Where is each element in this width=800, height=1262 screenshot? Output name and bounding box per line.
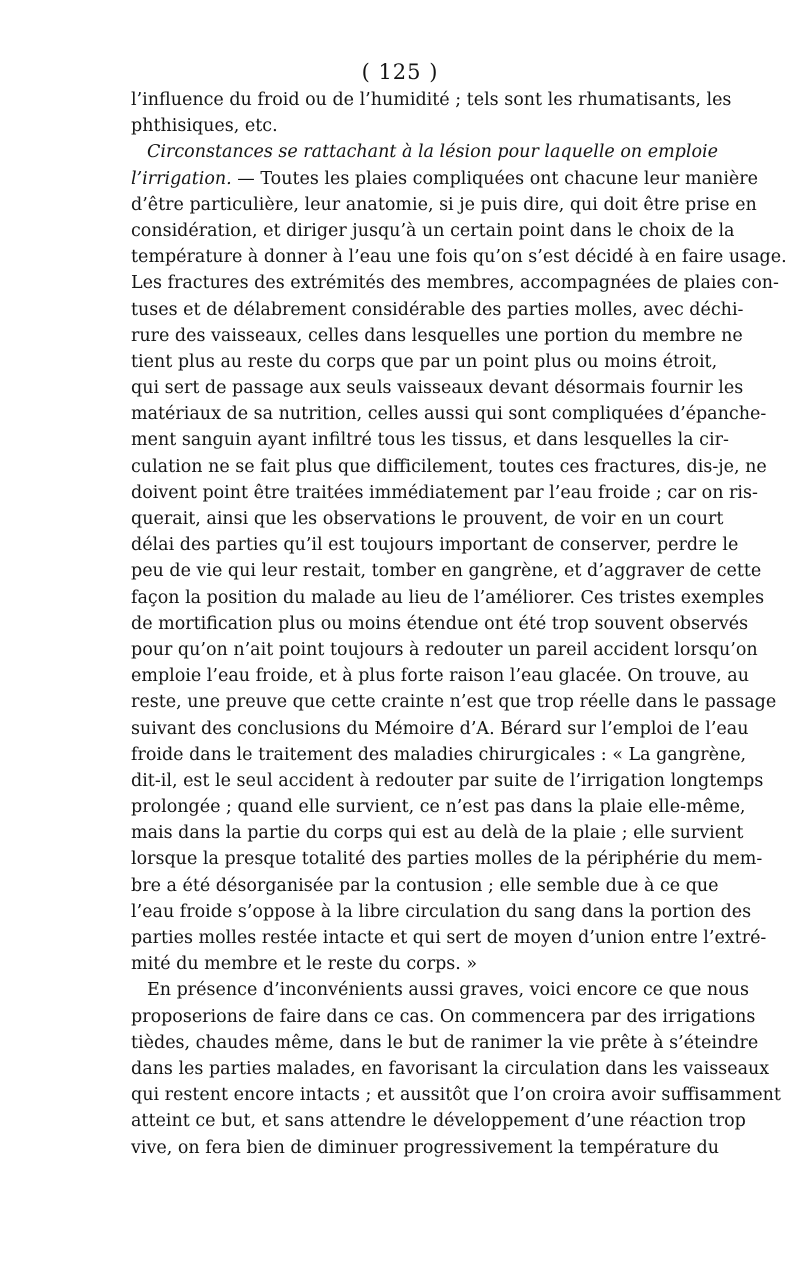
- text-run: température à donner à l’eau une fois qu’on s’est décidé à en faire usage.: [131, 247, 787, 268]
- text-run: pour qu’on n’ait point toujours à redouter un pareil accident lorsqu’on: [131, 639, 758, 660]
- text-line: [131, 139, 718, 165]
- text-run: Circonstances se rattachant à la lésion pour laquelle on emploie: [147, 142, 718, 163]
- text-line: [131, 244, 787, 270]
- text-run: de mortification plus ou moins étendue ont été trop souvent observés: [131, 613, 749, 634]
- text-line: [131, 218, 735, 244]
- text-line: [131, 1082, 781, 1108]
- text-run: reste, une preuve que cette crainte n’est que trop réelle dans le passage: [131, 692, 777, 713]
- text-run: mité du membre et le reste du corps. »: [131, 954, 478, 975]
- text-run: emploie l’eau froide, et à plus forte raison l’eau glacée. On trouve, au: [131, 666, 749, 687]
- text-line: [131, 401, 767, 427]
- text-run: peu de vie qui leur restait, tomber en gangrène, et d’aggraver de cette: [131, 561, 762, 582]
- text-run: suivant des conclusions du Mémoire d’A. Bérard sur l’emploi de l’eau: [131, 718, 749, 739]
- text-run: En présence d’inconvénients aussi graves, voici encore ce que nous: [147, 980, 749, 1001]
- text-line: [131, 166, 758, 192]
- text-line: [131, 611, 749, 637]
- text-run: ment sanguin ayant infiltré tous les tissus, et dans lesquelles la cir-: [131, 430, 729, 451]
- text-line: [131, 637, 758, 663]
- text-line: [131, 558, 762, 584]
- text-run: prolongée ; quand elle survient, ce n’est pas dans la plaie elle-même,: [131, 797, 746, 818]
- text-line: [131, 899, 752, 925]
- text-line: [131, 820, 744, 846]
- text-run: l’influence du froid ou de l’humidité ; tels sont les rhumatisants, les: [131, 90, 732, 110]
- text-run: délai des parties qu’il est toujours important de conserver, perdre le: [131, 535, 739, 556]
- text-run: proposerions de faire dans ce cas. On commencera par des irrigations: [131, 1006, 756, 1027]
- text-line: [131, 1030, 759, 1056]
- text-run: qui restent encore intacts ; et aussitôt que l’on croira avoir suffisamment: [131, 1085, 781, 1106]
- text-line: [131, 323, 743, 349]
- text-line: [131, 1108, 746, 1134]
- text-run: querait, ainsi que les observations le prouvent, de voir en un court: [131, 509, 724, 529]
- text-run: dit-il, est le seul accident à redouter par suite de l’irrigation longtemps: [131, 770, 764, 791]
- text-line: [131, 532, 739, 558]
- text-line: [131, 427, 729, 453]
- text-line: [131, 270, 779, 296]
- text-run: considération, et diriger jusqu’à un certain point dans le choix de la: [131, 220, 735, 241]
- page-number: ( 125 ): [361, 60, 439, 84]
- text-line: [131, 794, 746, 820]
- text-line: [131, 663, 749, 689]
- text-line: [131, 1135, 719, 1161]
- text-run: qui sert de passage aux seuls vaisseaux devant désormais fournir les: [131, 378, 744, 399]
- text-line: [131, 951, 677, 977]
- text-line: [131, 873, 719, 899]
- text-run: rure des vaisseaux, celles dans lesquelles une portion du membre ne: [131, 325, 743, 346]
- text-run: Les fractures des extrémités des membres, accompagnées de plaies con-: [131, 273, 779, 294]
- text-line: [131, 297, 744, 323]
- text-line: [131, 689, 777, 715]
- text-line: [131, 716, 749, 742]
- text-run: d’être particulière, leur anatomie, si je puis dire, qui doit être prise en: [131, 194, 757, 215]
- text-line: [131, 925, 767, 951]
- text-run: l’eau froide s’oppose à la libre circulation du sang dans la portion des: [131, 901, 752, 922]
- text-line: [131, 1056, 770, 1082]
- text-run: tient plus au reste du corps que par un point plus ou moins étroit,: [131, 351, 718, 372]
- text-line: [131, 585, 765, 611]
- text-line: [131, 742, 747, 768]
- text-run: — Toutes les plaies compliquées ont chacune leur manière: [231, 168, 758, 189]
- text-run: lorsque la presque totalité des parties molles de la périphérie du mem-: [131, 849, 763, 870]
- text-line: [131, 1004, 756, 1030]
- text-line: [131, 192, 757, 218]
- text-run: tièdes, chaudes même, dans le but de ranimer la vie prête à s’éteindre: [131, 1032, 759, 1053]
- text-line: [131, 113, 677, 139]
- text-run: atteint ce but, et sans attendre le développement d’une réaction trop: [131, 1111, 746, 1132]
- text-line: [131, 87, 732, 113]
- text-run: dans les parties malades, en favorisant la circulation dans les vaisseaux: [131, 1058, 770, 1079]
- text-run: parties molles restée intacte et qui sert de moyen d’union entre l’extré-: [131, 928, 767, 948]
- italic-run: l’irrigation.: [131, 168, 232, 189]
- text-run: phthisiques, etc.: [131, 116, 278, 137]
- text-line: [131, 480, 758, 506]
- text-run: vive, on fera bien de diminuer progressivement la température du: [131, 1137, 719, 1158]
- text-run: froide dans le traitement des maladies chirurgicales : « La gangrène,: [131, 744, 747, 765]
- text-line: [131, 375, 744, 401]
- text-run: doivent point être traitées immédiatement par l’eau froide ; car on ris-: [131, 482, 758, 503]
- text-line: [131, 349, 718, 375]
- text-line: [131, 846, 763, 872]
- text-run: mais dans la partie du corps qui est au delà de la plaie ; elle survient: [131, 823, 744, 844]
- text-line: [131, 768, 764, 794]
- text-run: tuses et de délabrement considérable des parties molles, avec déchi-: [131, 299, 744, 320]
- body-text: [131, 87, 787, 1161]
- text-run: matériaux de sa nutrition, celles aussi qui sont compliquées d’épanche-: [131, 404, 767, 425]
- text-line: [131, 454, 767, 480]
- text-run: façon la position du malade au lieu de l’améliorer. Ces tristes exemples: [131, 587, 765, 608]
- text-run: culation ne se fait plus que difficilement, toutes ces fractures, dis-je, ne: [131, 456, 767, 477]
- text-line: [131, 977, 749, 1003]
- text-line: [131, 506, 724, 532]
- text-run: bre a été désorganisée par la contusion ; elle semble due à ce que: [131, 875, 719, 896]
